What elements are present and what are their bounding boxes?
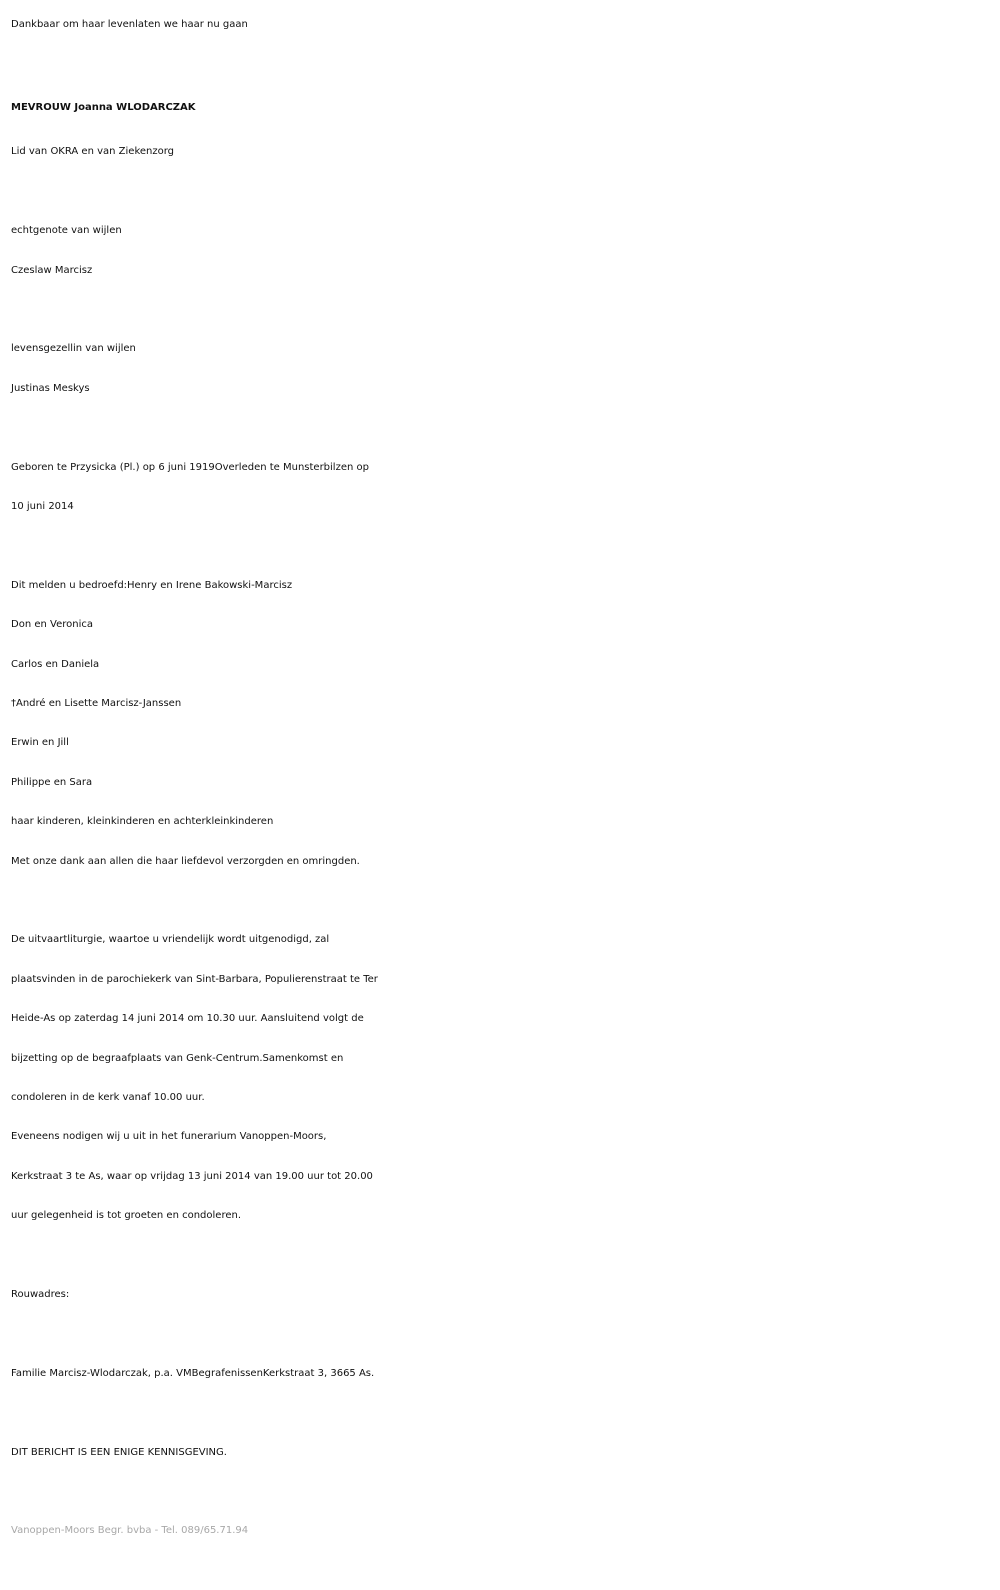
liturgy-line: uur gelegenheid is tot groeten en condoleren. xyxy=(11,1210,242,1222)
spouse-label: echtgenote van wijlen xyxy=(11,225,122,237)
intro-line: Dankbaar om haar levenlaten we haar nu gaan xyxy=(11,19,248,30)
spacer xyxy=(11,1315,991,1354)
liturgy-line: condoleren in de kerk vanaf 10.00 uur. xyxy=(11,1092,205,1104)
spacer xyxy=(11,881,991,920)
spacer xyxy=(11,1236,991,1275)
mourning-address: Familie Marcisz-Wlodarczak, p.a. VMBegrafenissenKerkstraat 3, 3665 As. xyxy=(11,1367,375,1379)
birth-death-line: Geboren te Przysicka (Pl.) op 6 juni 1919Overleden te Munsterbilzen op xyxy=(11,461,369,473)
spacer xyxy=(11,172,991,211)
mourner-line: Philippe en Sara xyxy=(11,776,93,788)
mourner-line: †André en Lisette Marcisz-Janssen xyxy=(11,698,182,710)
address-label: Rouwadres: xyxy=(11,1289,70,1301)
mourner-line: Carlos en Daniela xyxy=(11,658,100,670)
membership-line: Lid van OKRA en van Ziekenzorg xyxy=(11,146,175,158)
birth-death-line: 10 juni 2014 xyxy=(11,501,74,513)
liturgy-line: plaatsvinden in de parochiekerk van Sint-Barbara, Populierenstraat te Ter xyxy=(11,973,378,985)
liturgy-line: bijzetting op de begraafplaats van Genk-Centrum.Samenkomst en xyxy=(11,1052,344,1064)
deceased-name: MEVROUW Joanna WLODARCZAK xyxy=(11,102,196,114)
liturgy-line: Kerkstraat 3 te As, waar op vrijdag 13 juni 2014 van 19.00 uur tot 20.00 xyxy=(11,1170,373,1182)
mourners-list xyxy=(11,566,991,881)
mourner-line: haar kinderen, kleinkinderen en achterkleinkinderen xyxy=(11,816,274,828)
liturgy-line: De uitvaartliturgie, waartoe u vriendelijk wordt uitgenodigd, zal xyxy=(11,934,330,946)
mourner-line: Met onze dank aan allen die haar liefdevol verzorgden en omringden. xyxy=(11,855,360,867)
spacer xyxy=(11,526,991,565)
partner-label: levensgezellin van wijlen xyxy=(11,343,136,355)
partner-name: Justinas Meskys xyxy=(11,382,90,394)
spacer xyxy=(11,1393,991,1432)
spacer xyxy=(11,290,991,329)
mourner-line: Erwin en Jill xyxy=(11,737,69,749)
liturgy-paragraph xyxy=(11,920,991,1235)
mourner-line: Don en Veronica xyxy=(11,619,93,631)
liturgy-line: Eveneens nodigen wij u uit in het funerarium Vanoppen-Moors, xyxy=(11,1131,327,1143)
spouse-name: Czeslaw Marcisz xyxy=(11,264,93,276)
liturgy-line: Heide-As op zaterdag 14 juni 2014 om 10.30 uur. Aansluitend volgt de xyxy=(11,1013,364,1025)
spacer xyxy=(11,1472,991,1511)
announcement-line: DIT BERICHT IS EEN ENIGE KENNISGEVING. xyxy=(11,1446,227,1458)
funeral-home-footer: Vanoppen-Moors Begr. bvba - Tel. 089/65.71.94 xyxy=(11,1525,249,1537)
spacer xyxy=(11,408,991,447)
mourner-line: Dit melden u bedroefd:Henry en Irene Bakowski-Marcisz xyxy=(11,579,293,591)
obituary-notice xyxy=(11,0,991,1551)
